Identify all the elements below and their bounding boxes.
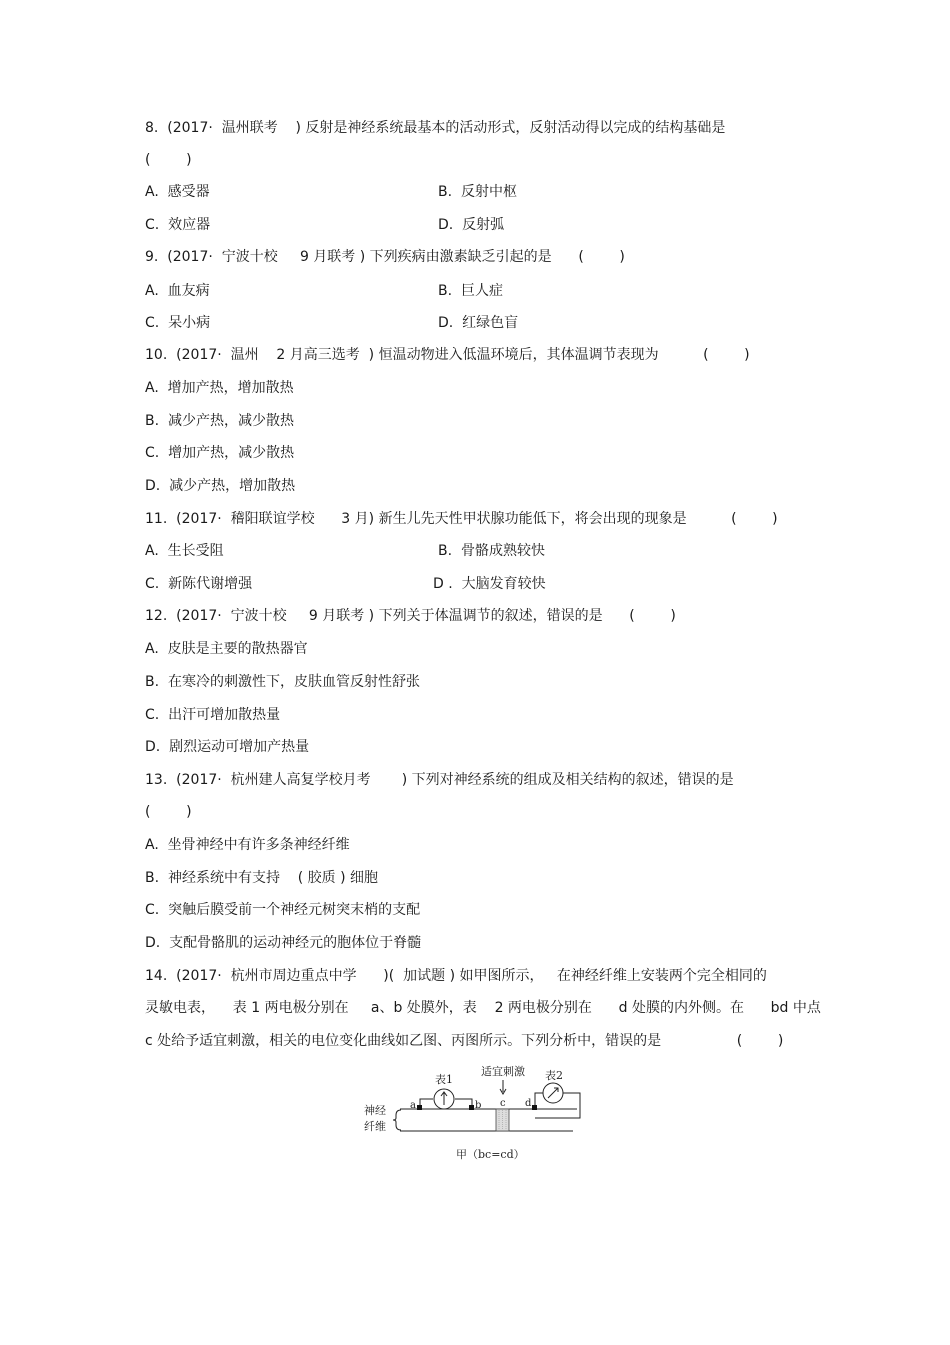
question-10-option-d: D. 减少产热，增加散热 xyxy=(145,478,296,494)
question-12-option-d: D. 剧烈运动可增加产热量 xyxy=(145,739,310,755)
question-12-option-a: A. 皮肤是主要的散热器官 xyxy=(145,641,308,657)
question-11-stem: 11. (2017· 稽阳联谊学校 3 月) 新生儿先天性甲状腺功能低下，将会出现的现象是 ( ) xyxy=(145,511,778,527)
point-c-label: c xyxy=(500,1098,506,1109)
question-13-stem-cont: ( ) xyxy=(145,804,192,820)
question-8-option-a: A. 感受器 xyxy=(145,184,210,200)
question-8-option-c: C. 效应器 xyxy=(145,217,211,233)
point-a-label: a xyxy=(410,1100,416,1111)
question-10-stem: 10. (2017· 温州 2 月高三选考 ) 恒温动物进入低温环境后，其体温调节表现为 ( ) xyxy=(145,347,750,363)
stimulus-label: 适宜刺激 xyxy=(481,1065,525,1078)
question-12-option-c: C. 出汗可增加散热量 xyxy=(145,707,281,723)
question-8-option-d: D. 反射弧 xyxy=(438,217,505,233)
question-10-option-a: A. 增加产热，增加散热 xyxy=(145,380,294,396)
question-14-stem-cont-2: c 处给予适宜刺激，相关的电位变化曲线如乙图、丙图所示。下列分析中，错误的是 ( ) xyxy=(145,1033,784,1049)
meter2-label: 表2 xyxy=(545,1069,563,1082)
question-8-stem: 8. (2017· 温州联考 ) 反射是神经系统最基本的活动形式，反射活动得以完成的结构基础是 xyxy=(145,120,726,136)
question-11-option-c: C. 新陈代谢增强 xyxy=(145,576,253,592)
question-12-option-b: B. 在寒冷的刺激性下，皮肤血管反射性舒张 xyxy=(145,674,420,690)
question-13-option-d: D. 支配骨骼肌的运动神经元的胞体位于脊髓 xyxy=(145,935,422,951)
question-10-option-b: B. 减少产热，减少散热 xyxy=(145,413,294,429)
question-11-option-a: A. 生长受阻 xyxy=(145,543,224,559)
question-13-option-c: C. 突触后膜受前一个神经元树突末梢的支配 xyxy=(145,902,421,918)
electrode-d xyxy=(532,1105,537,1110)
question-12-stem: 12. (2017· 宁波十校 9 月联考 ) 下列关于体温调节的叙述，错误的是 ( ) xyxy=(145,608,676,624)
question-13-option-b: B. 神经系统中有支持 ( 胶质 ) 细胞 xyxy=(145,870,379,886)
point-d-label: d xyxy=(525,1098,532,1109)
meter1-label: 表1 xyxy=(435,1073,453,1086)
figure-caption: 甲（bc=cd） xyxy=(456,1148,525,1161)
question-13-option-a: A. 坐骨神经中有许多条神经纤维 xyxy=(145,837,350,853)
question-11-option-b: B. 骨骼成熟较快 xyxy=(438,543,545,559)
question-9-option-a: A. 血友病 xyxy=(145,283,210,299)
question-11-option-d: D . 大脑发育较快 xyxy=(433,576,546,592)
fiber-brace xyxy=(393,1110,401,1130)
question-8-stem-cont: ( ) xyxy=(145,152,192,168)
fiber-label-line1: 神经 xyxy=(364,1104,386,1117)
question-13-stem: 13. (2017· 杭州建人高复学校月考 ) 下列对神经系统的组成及相关结构的叙述，错误的是 xyxy=(145,772,734,788)
question-10-option-c: C. 增加产热，减少散热 xyxy=(145,445,295,461)
question-14-stem: 14. (2017· 杭州市周边重点中学 )( 加试题 ) 如甲图所示， 在神经纤维上安装两个完全相同的 xyxy=(145,968,767,984)
electrode-a xyxy=(417,1105,422,1110)
fiber-label-line2: 纤维 xyxy=(364,1120,386,1133)
point-b-label: b xyxy=(475,1100,482,1111)
question-14-stem-cont-1: 灵敏电表， 表 1 两电极分别在 a、b 处膜外，表 2 两电极分别在 d 处膜的内外侧。在 bd 中点 xyxy=(145,1000,821,1016)
nerve-fiber-diagram xyxy=(355,1063,595,1165)
electrode-b xyxy=(469,1105,474,1110)
question-9-option-b: B. 巨人症 xyxy=(438,283,503,299)
question-9-option-d: D. 红绿色盲 xyxy=(438,315,519,331)
question-9-option-c: C. 呆小病 xyxy=(145,315,211,331)
question-9-stem: 9. (2017· 宁波十校 9 月联考 ) 下列疾病由激素缺乏引起的是 ( ) xyxy=(145,249,625,265)
question-8-option-b: B. 反射中枢 xyxy=(438,184,517,200)
